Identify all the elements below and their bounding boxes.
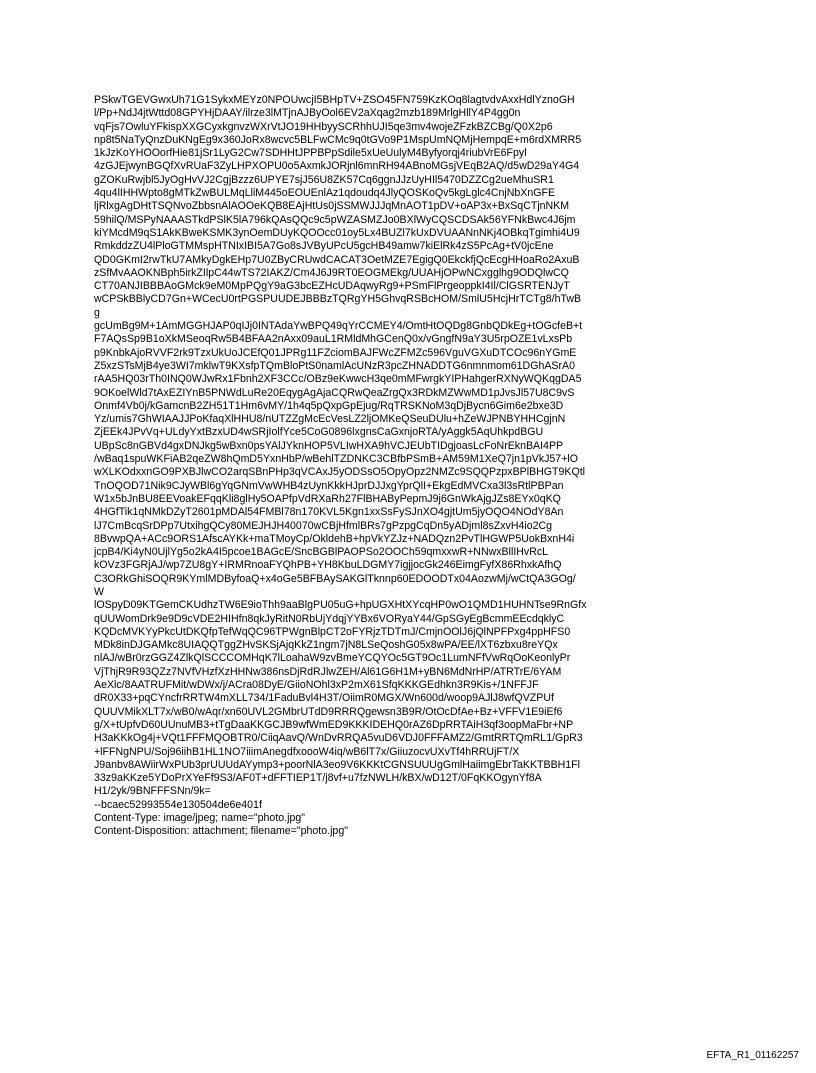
document-body (94, 94, 724, 839)
document-text-line: wCPSkBBlyCD7Gn+WCecU0rtPGSPUUDEJBBBzTQRgYH5GhvqRSBcHOM/SmlU5HcjHrTCTg8/hTwB (94, 293, 582, 306)
document-text-line: H1/2yk/9BNFFFSNn/9k= (94, 785, 211, 798)
document-text-line: PSkwTGEVGwxUh71G1SykxMEYz0NPOUwcjI5BHpTV+ZSO45FN759KzKOq8lagtvdvAxxHdlYznoGH (94, 94, 575, 106)
document-text-line: np8t5NaTyQnzDuKNgEg9x360JoRx8wcvc5BLFwCMc9q0tGVo9P1MspUmNQMjHempqE+m6rdXMRR5 (94, 133, 582, 146)
document-text-line: 4zGJEjwynBGQfXvRUaF3ZyLHPXOPU0o5AxmkJORjnl6mnRH94ABnoMGsjVEqB2AQ/d5wD29aY4G4 (94, 160, 580, 173)
document-text-line: ZjEEk4JPvVq+ULdyYxtBzxUD4wSRjIolfYce5CoG0896lxgnsCaGxnjoRTA/yAggk5AqUhkpdBGU (94, 426, 544, 439)
document-text-line: zSfMvAAOKNBph5irkZIlpC44wTS72IAKZ/Cm4J6J9RT0EOGMEkg/UUAHjOPwNCxgglhg9ODQlwCQ (94, 266, 569, 279)
document-text-line: Content-Type: image/jpeg; name="photo.jpg" (94, 812, 305, 825)
document-text-line: Z5xzSTsMjB4ye3WI7mklwT9KXsfpTQmBloPtS0namlAcUNzR3pcZHNADDTG6nmnmom61DGhASrA0 (94, 359, 575, 372)
document-text-line: gcUmBg9M+1AmMGGHJAP0qIJj0INTAdaYwBPQ49qYrCCMEY4/OmtHtOQDg8GnbQDkEg+tOGcfeB+t (94, 320, 583, 333)
document-text-line: AeXlc/8AATRUFMit/wDWx/j/ACra08DyE/GiioNOhl3xP2mX61SfqKKKGEdhkn3R9Kis+/1NFFJF (94, 679, 539, 692)
document-text-line: UBpSc8nGBVd4gxDNJkg5wBxn0psYAlJYknHOP5VLIwHXA9hVCJEUbTIDgjoasLcFoNrEknBAI4PP (94, 439, 564, 452)
document-text-line: kiYMcdM9qS1AkKBweKSMK3ynOemDUyKQOOcc01oy5Lx4BUZl7kUxDVUAANnNKj4OBkqTgimhi4U9 (94, 226, 580, 239)
document-text-line: jcpB4/Ki4yN0UjlYg5o2kA4I5pcoe1BAGcE/SncBGBlPAOPSo2OOCh59qmxxwR+NNwxBllIHvRcL (94, 546, 549, 559)
document-text-line: 9OKoelWld7tAxEZIYnB5PNWdLuRe20EqygAgAjaCQRwQeaZrgQx3RDkMZWwMD1pJvsJl57U8C9vS (94, 386, 575, 399)
document-text-line: nlAJ/wBr0rzGGZ4ZlkQlSCCCOMHqK7lLoahaW9zvBmeYCQYOc5GT9Oc1LumNFfVwRqOoKeonlyPr (94, 652, 571, 665)
document-text-line: QD0GKmI2rwTkU7AMkyDgkEHp7U0ZByCRUwdCACAT3OetMZE7EgigQ0EkckfjQcEcgHHoaRo2AxuB (94, 253, 580, 266)
document-text-line: TnOQOD71Nik9CJyWBl6gYqGNmVwWHB4zUynKkkHJprDJJxgYprQlI+EkgEdMVCxa3l3sRtlPBPan (94, 479, 564, 492)
document-text-line: MDk8inDJGAMkc8UIAQQTggZHvSKSjAjqKkZ1ngm7jN8LSeQoshG05x8wPA/EE/lXT6zbxu8reYQx (94, 639, 558, 652)
document-text-line: g (94, 306, 100, 319)
document-text-line: W (94, 585, 104, 598)
document-text-line: Onmf4Vb0j/kGamcnB2ZH51T1Hm6vMY/1h4q5pQxpGpEjug/RqTRSKNoM3qDjBycn6Gim6e2bxe3D (94, 399, 564, 412)
document-text-line: l/Pp+NdJ4jtWttd08GPYHjDAAY/ilrze3lMTjnAJByOol6EV2aXqag2mzb189MrlgHllY4P4gg0n (94, 107, 521, 120)
document-text-line: rAA5HQ03rTh0INQ0WJwRx1Fbnh2XF3CCc/OBz9eKwwcH3qe0mMFwrgkYIPHahgerRXNyWQKqgDA5 (94, 373, 582, 386)
document-text-line: 8BvwpQA+ACc9ORS1AfscAYKk+maTMoyCp/OkldehB+hpVkYZJz+NADQzn2PvTlHGWP5UokBxnH4i (94, 532, 575, 545)
document-text-line: J9anbv8AWiirWxPUb3prUUUdAYymp3+poorNlA3eo9V6KKKtCGNSUUUgGmlHaiimgEbrTaKKTBBH1Fl (94, 758, 581, 771)
document-id-footer: EFTA_R1_01162257 (706, 1050, 799, 1061)
document-text-line: lOSpyD09KTGemCKUdhzTW6E9ioThh9aaBlgPU05uG+hpUGXHtXYcqHP0wO1QMD1HUHNTse9RnGfx (94, 599, 587, 612)
document-text-line: RmkddzZU4lPloGTMMspHTNIxIBI5A7Go8sJVByUPcU5gcHB49amw7kiElRk4zS5PcAg+tV0jcEne (94, 240, 554, 253)
document-text-line: H3aKKkOg4j+VQt1FFFMQOBTR0/CiiqAavQ/WnDvRRQA5vuD6VDJ0FFFAMZ2/GmtRRTQmRL1/GpR3 (94, 732, 583, 745)
document-text-line: wXLKOdxxnGO9PXBJlwCO2arqSBnPHp3qVCAxJ5yODSsO5OpyOpz2NMZc9SQQPzpxBPlBHGT9KQtl (94, 466, 586, 479)
document-text-line: F7AQsSp9B1oXkMSeoqRw5B4BFAA2nAxx09auL1RMldMhGCenQ0x/vGngfN9aY3U5rpOZE1vLxsPb (94, 333, 573, 346)
document-text-line: CT70ANJIBBBAoGMck9eM0MpPQgY9aG3bcEZHcUDAqwyRg9+PSmFlPrgeoppkI4Il/ClGSRTENJyT (94, 280, 570, 293)
document-text-line: 33z9aKKze5YDoPrXYeFf9S3/AF0T+dFFTIEP1T/j8vf+u7fzNWLH/kBX/wD12T/0FqKKOgynYf8A (94, 772, 542, 785)
document-text-line: 4HGfTik1qNMkDZyT2601pMDAl54FMBl78n170KVL5Kgn1xxSsFySJnXO4gjtUm5jyOQO4NOdY8An (94, 506, 564, 519)
document-text-line: 4qu4lIHHWpto8gMTkZwBULMqLliM445oEOUEnlAz1qdoudq4JlyQOSKoQv5kgLglc4CnjNbXnGFE (94, 187, 556, 200)
document-text-line: 59hilQ/MSPyNAAASTkdPSlK5lA796kQAsQQc9c5pWZASMZJo0BXlWyCQSCDSAk56YFNkBwc4J6jm (94, 213, 576, 226)
document-text-line: W1x5bJnBU8EEVoakEFqqKli8glHy5OAPfpVdRXaRh27FlBHAByPepmJ9j6GnWkAjgJZs8EYx0qKQ (94, 492, 561, 505)
document-text-line: KQDcMVKYyPkcUtDKQfpTefWqQC96TPWgnBlpCT2oFYRjzTDTmJ/CmjnOOlJ6jQlNPFPxg4ppHFS0 (94, 625, 571, 638)
document-text-line: C3ORkGhiSOQR9KYmlMDByfoaQ+x4oGe5BFBAySAKGlTknnp60EDOODTx04AozwMj/wCtQA3GOg/ (94, 572, 576, 585)
document-text-line: vqFjs7OwluYFkispXXGCyxkgnvzWXrVtJO19HHbyySCRhhUJI5qe3mv4wojeZFzkBZCBg/Q0X2p6 (94, 120, 553, 133)
document-text-line: dR0X33+pqCYncfrRRTW4mXLL734/1FaduBvl4H3T/OiimR0MGX/Wn600d/woop9AJlJ8wfQVZPUf (94, 692, 554, 705)
document-text-line: qUUWomDrk9e9D9cVDE2HIHfn8qkJyRitN0RbUjYdqjYYBx6VORyaY44/GpSGyEgBcmmEEcdqklyC (94, 612, 565, 625)
document-text-line: VjThjR9R93QZz7NVfVHzfXzHHNw386nsDjRdRJlwZEH/Al61G6H1M+yBN6MdNrHP/ATRTrE/6YAM (94, 665, 562, 678)
document-text-line: lJ7CmBcqSrDPp7UtxihgQCy80MEJHJH40070wCBjHfmlBRs7gPzpgCqDn5yADjml8sZxvH4io2Cg (94, 519, 553, 532)
document-text-line: 1kJzKoYHOOorfHie81jSr1LyG2Cw7SDHHtJPPBPpSdile5xUeUulyM4Byfyorqj4riubVrE6Fpyl (94, 147, 527, 160)
document-text-line: Content-Disposition: attachment; filename="photo.jpg" (94, 825, 348, 838)
document-text-line: kOVz3FGRjAJ/wp7ZU8gY+IRMRnoaFYQhPB+YH8KbuLDGMY7igjjocGk246EimgFyfX86RhxkAfhQ (94, 559, 562, 572)
document-text-line: gZOKuRwjbl5JyOgHvVJ2CgjBzzz6UPYE7sjJ56U8ZK57Cq6ggnJJzUyHIl5470DZZCg2ueMhuSR1 (94, 173, 554, 186)
document-text-line: QUUVMikXLT7x/wB0/wAqr/xn60UVL2GMbrUTdD9RRRQgewsn3B9R/OtOcDfAe+Bz+VFFV1E9iEf6 (94, 705, 563, 718)
document-text-line: g/X+tUpfvD60UUnuMB3+tTgDaaKKGCJB9wfWmED9KKKIDEHQ0rAZ6DpRRTAiH3qf3oopMaFbr+NP (94, 718, 574, 731)
document-text-line: ljRlxgAgDHtTSQNvoZbbsnAlAOOeKQB8EAjHtUs0jSSMWJJJqMnAOT1pDV+oAP3x+BxSqCTjnNKM (94, 200, 570, 213)
document-text-line: +lFFNgNPU/Soj96iihB1HL1NO7iiimAnegdfxoooW4iq/wB6lT7x/GiiuzocvUXvTf4hRRUjFT/X (94, 745, 520, 758)
document-text-line: /wBaq1spuWKFiAB2qeZW8hQmD5YxnHbP/wBehlTZDNKC3CBfbPSmB+AM59M1XeQ7jn1pVkJ57+lO (94, 453, 578, 466)
document-text-line: p9KnbkAjoRVVF2rk9TzxUkUoJCEfQ01JPRg11FZciomBAJFWcZFMZc596VguVGXuDTCOc96nYGmE (94, 346, 577, 359)
document-text-line: Yz/umis7GhWIAAJJPoKfaqXlHHU8/nUTZZgMcEcVesLZ2ljOMKeQSeuDUlu+hZeWJPNBYHHCgjnN (94, 413, 566, 426)
document-text-line: --bcaec52993554e130504de6e401f (94, 798, 262, 811)
